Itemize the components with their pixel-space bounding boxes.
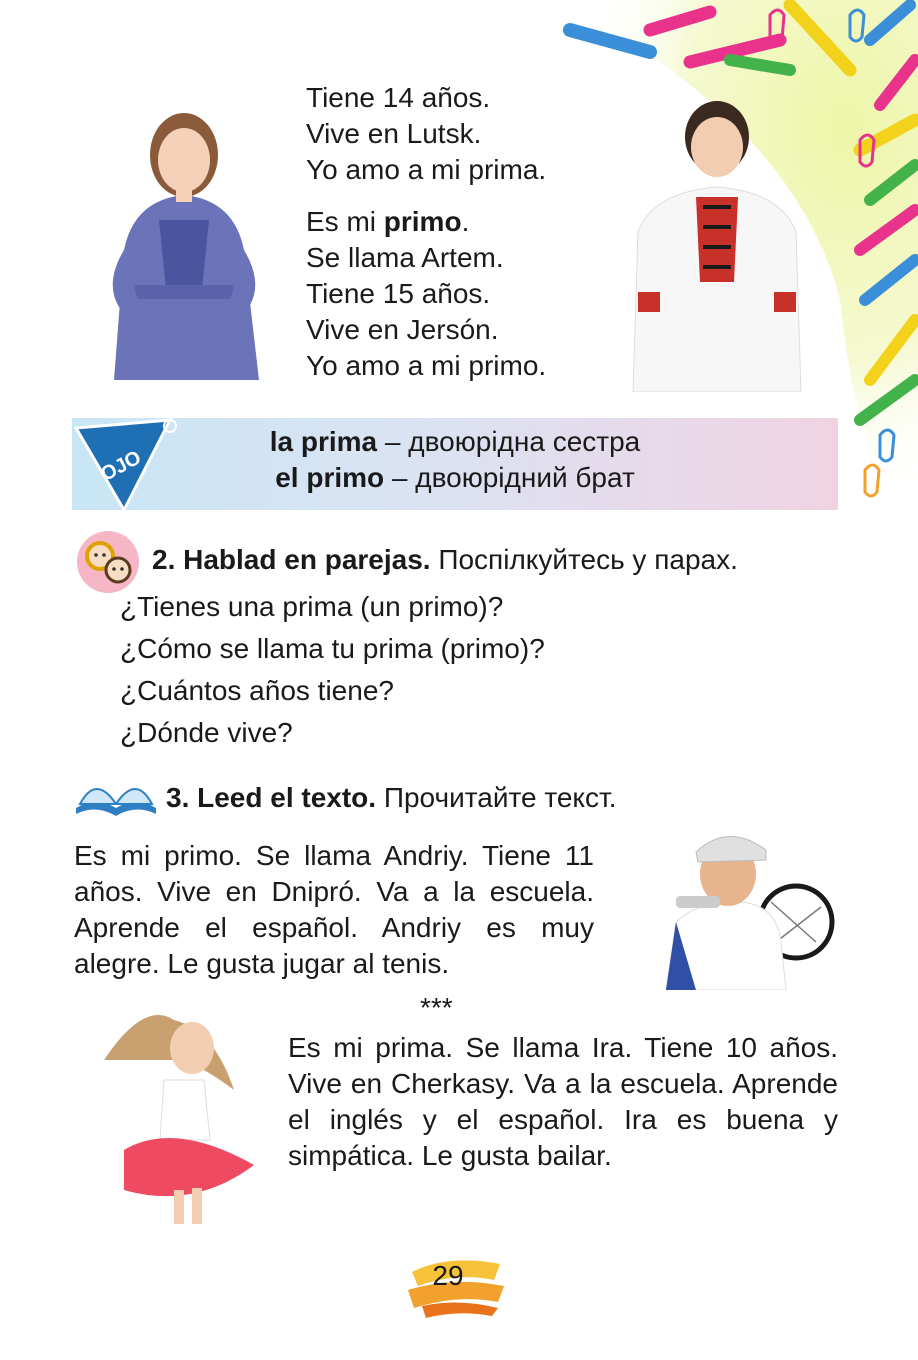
- task-2-title: 2. Hablad en parejas.: [152, 544, 431, 575]
- boy-cousin-photo: [608, 92, 826, 392]
- ojo-badge-icon: [74, 418, 178, 512]
- task-3-title: 3. Leed el texto.: [166, 782, 377, 813]
- question-item: ¿Dónde vive?: [120, 717, 293, 748]
- tennis-boy-photo: [636, 822, 836, 990]
- ojo-entry: [190, 424, 720, 460]
- task-2-heading: [152, 542, 738, 578]
- question-item: ¿Cómo se llama tu prima (primo)?: [120, 633, 545, 664]
- boy-description: [306, 204, 546, 384]
- text-line: Yo amo a mi primo.: [306, 350, 547, 381]
- text-line: Vive en Lutsk.: [306, 118, 482, 149]
- page-number: 29: [432, 1260, 464, 1291]
- ojo-term: la prima: [269, 426, 378, 457]
- dancing-girl-photo: [84, 1000, 260, 1226]
- reading-text-andriy: Es mi primo. Se llama Andriy. Tiene 11 años. Vive en Dnipró. Va a la escuela. Aprende el español. Andriy es muy alegre. Le gusta jugar al tenis.: [74, 840, 594, 979]
- text-line: Tiene 14 años.: [306, 82, 491, 113]
- kids-faces-icon: [72, 530, 144, 594]
- open-book-icon: [72, 768, 160, 820]
- text-separator: ***: [420, 992, 453, 1023]
- task-3-heading: [166, 780, 616, 816]
- svg-text:OJO: OJO: [97, 446, 145, 486]
- girl-cousin-photo: [84, 100, 284, 384]
- reading-text-ira: Es mi prima. Se llama Ira. Tiene 10 años. Vive en Cherkasy. Va a la escuela. Aprende el inglés y el español. Ira es buena y simpática. Le gusta bailar.: [288, 1032, 838, 1171]
- intro-prefix: Es mi: [306, 206, 384, 237]
- intro-bold-word: primo: [383, 206, 462, 237]
- text-line: Vive en Jersón.: [306, 314, 499, 345]
- task-2-instruction: Поспілкуйтесь у парах.: [430, 544, 738, 575]
- ojo-translation: двоюрідний брат: [415, 462, 635, 493]
- intro-suffix: .: [461, 206, 470, 237]
- question-item: ¿Cuántos años tiene?: [120, 675, 394, 706]
- ojo-entry: [190, 460, 720, 496]
- ojo-translation: двоюрідна сестра: [408, 426, 641, 457]
- question-item: ¿Tienes una prima (un primo)?: [120, 591, 504, 622]
- page-number-badge: [408, 1250, 508, 1320]
- text-line: Yo amo a mi prima.: [306, 154, 547, 185]
- intro-line: [306, 204, 546, 240]
- ojo-dash: –: [384, 462, 416, 493]
- text-line: Tiene 15 años.: [306, 278, 491, 309]
- ojo-entries: [190, 424, 720, 496]
- ojo-dash: –: [377, 426, 409, 457]
- text-line: Se llama Artem.: [306, 242, 504, 273]
- task-2-questions: [120, 586, 545, 754]
- ojo-term: el primo: [275, 462, 385, 493]
- girl-description: [306, 80, 546, 188]
- task-3-instruction: Прочитайте текст.: [376, 782, 617, 813]
